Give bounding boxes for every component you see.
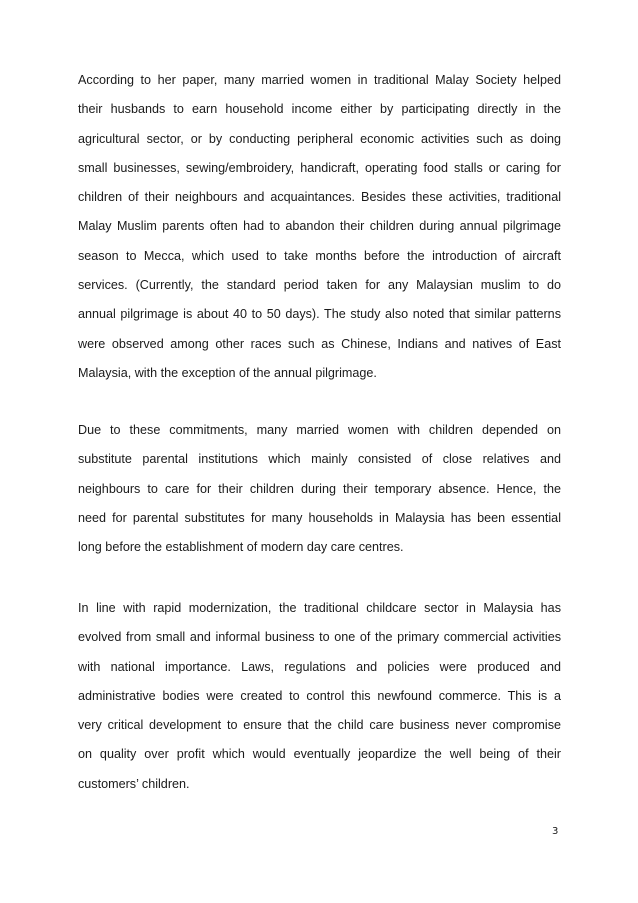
paragraph-line: need for parental substitutes for many households in Malaysia has been essential	[78, 510, 561, 525]
paragraph-line: children of their neighbours and acquaintances. Besides these activities, traditional	[78, 190, 561, 205]
paragraph-line: evolved from small and informal business to one of the primary commercial activities	[78, 630, 561, 645]
paragraph-line: long before the establishment of modern day care centres.	[78, 540, 404, 555]
paragraph-line: According to her paper, many married women in traditional Malay Society helped	[78, 73, 561, 87]
paragraph-line: very critical development to ensure that the child care business never compromise	[78, 718, 561, 733]
paragraph-line: small businesses, sewing/embroidery, handicraft, operating food stalls or caring for	[78, 160, 561, 175]
page-number: 3	[552, 826, 559, 837]
paragraph-line: Malay Muslim parents often had to abandon their children during annual pilgrimage	[78, 219, 561, 234]
paragraph-line: administrative bodies were created to control this newfound commerce. This is a	[78, 688, 561, 703]
paragraph-2	[78, 416, 561, 562]
paragraph-line: In line with rapid modernization, the traditional childcare sector in Malaysia has	[78, 601, 561, 615]
paragraph-line: on quality over profit which would eventually jeopardize the well being of their	[78, 747, 561, 762]
paragraph-line: their husbands to earn household income either by participating directly in the	[78, 102, 561, 117]
paragraph-line: substitute parental institutions which mainly consisted of close relatives and	[78, 452, 561, 467]
paragraph-line: annual pilgrimage is about 40 to 50 days). The study also noted that similar patterns	[78, 307, 561, 322]
paragraph-line: agricultural sector, or by conducting peripheral economic activities such as doing	[78, 131, 561, 146]
paragraph-line: Malaysia, with the exception of the annual pilgrimage.	[78, 365, 377, 380]
paragraph-1	[78, 66, 561, 388]
paragraph-line: neighbours to care for their children during their temporary absence. Hence, the	[78, 481, 561, 496]
paragraph-line: season to Mecca, which used to take months before the introduction of aircraft	[78, 248, 561, 263]
paragraph-line: customers’ children.	[78, 776, 190, 791]
paragraph-line: were observed among other races such as Chinese, Indians and natives of East	[78, 336, 561, 351]
paragraph-3	[78, 594, 561, 799]
paragraph-line: Due to these commitments, many married women with children depended on	[78, 423, 561, 437]
paragraph-line: services. (Currently, the standard period taken for any Malaysian muslim to do	[78, 278, 561, 293]
paragraph-line: with national importance. Laws, regulations and policies were produced and	[78, 659, 561, 674]
